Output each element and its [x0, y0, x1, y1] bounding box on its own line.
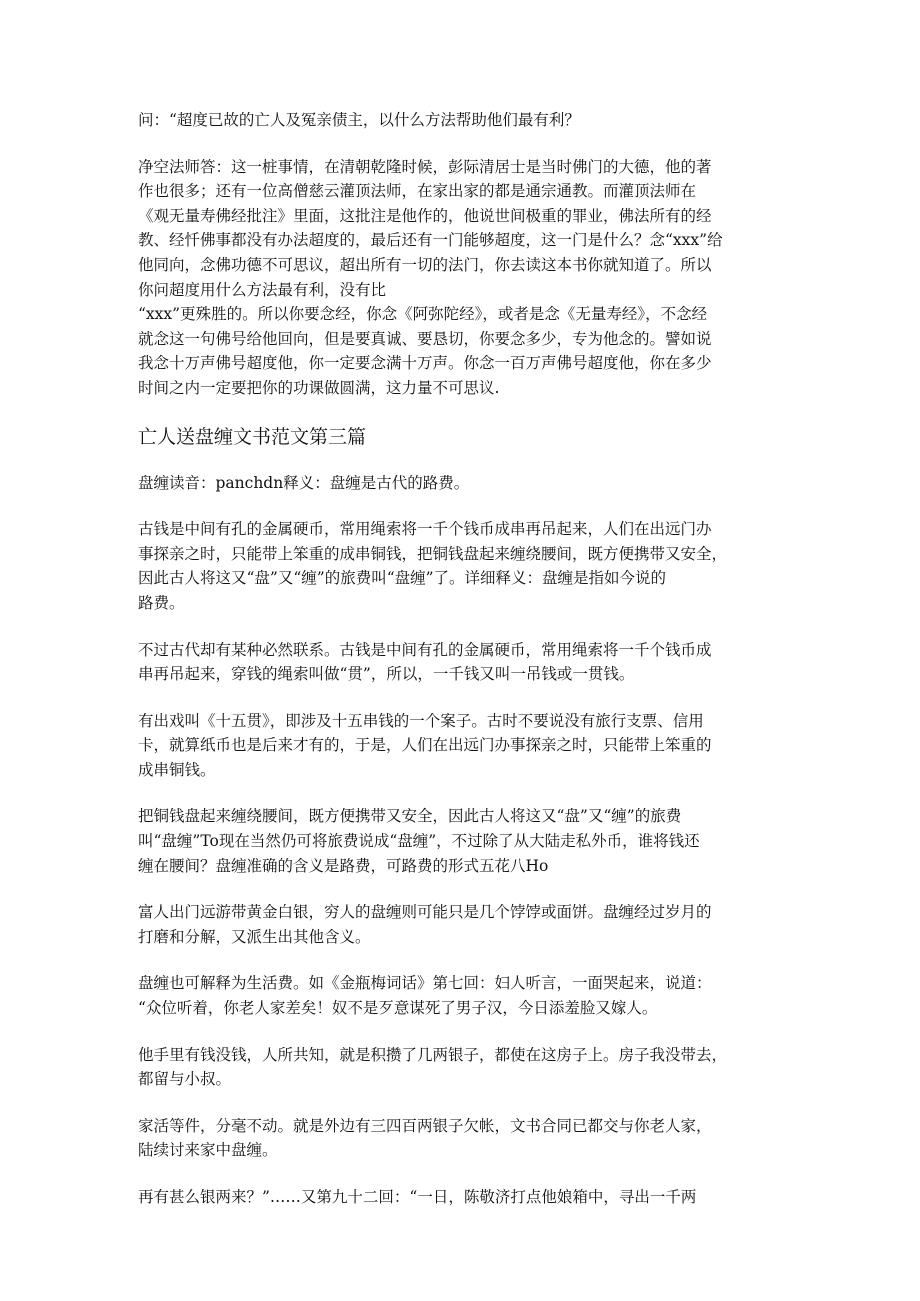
paragraph-line: 再有甚么银两来？”……又第九十二回：“一日，陈敬济打点他娘箱中，寻出一千两 [138, 1188, 697, 1206]
answer-line: 时间之内一定要把你的功课做圆满，这力量不可思议. [138, 378, 500, 397]
answer-line: 你问超度用什么方法最有利，没有比 [138, 280, 387, 299]
paragraph-line: “众位听着，你老人家差矣！奴不是歹意谋死了男子汉，今日添羞脸又嫁人。 [138, 999, 658, 1018]
paragraph-line: 家活等件，分毫不动。就是外边有三四百两银子欠帐，文书合同已都交与你老人家， [138, 1116, 712, 1135]
answer-line: “xxx”更殊胜的。所以你要念经，你念《阿弥陀经》，或者是念《无量寿经》，不念经 [138, 305, 708, 324]
body-paragraph [138, 900, 778, 949]
paragraph-line: 叫“盘缠”To现在当然仍可将旅费说成“盘缠”，不过除了从大陆走私外币，谁将钱还 [138, 832, 700, 851]
body-paragraph [138, 971, 778, 1020]
paragraph-line: 串再吊起来，穿钱的绳索叫做“贯”，所以，一千钱又叫一吊钱或一贯钱。 [138, 665, 635, 684]
body-paragraph [138, 709, 778, 783]
paragraph-line: 都留与小叔。 [138, 1070, 232, 1089]
paragraph-line: 盘缠读音：panchdn释义：盘缠是古代的路费。 [138, 473, 470, 492]
paragraph-line: 卡，就算纸币也是后来才有的，于是，人们在出远门办事探亲之时，只能带上笨重的 [138, 736, 712, 755]
body-paragraph [138, 1185, 778, 1210]
body-paragraph [138, 638, 778, 687]
answer-line: 教、经忏佛事都没有办法超度的，最后还有一门能够超度，这一门是什么？念“xxx”给 [138, 231, 723, 250]
body-paragraph [138, 517, 778, 615]
paragraph-line: 缠在腰间？盘缠准确的含义是路费，可路费的形式五花八Ho [138, 856, 549, 875]
question-paragraph [138, 108, 778, 133]
answer-line: 我念十万声佛号超度他，你一定要念满十万声。你念一百万声佛号超度他，你在多少 [138, 354, 712, 373]
paragraph-line: 富人出门远游带黄金白银，穷人的盘缠则可能只是几个饽饽或面饼。盘缠经过岁月的 [138, 903, 712, 922]
paragraph-line: 有出戏叫《十五贯》，即涉及十五串钱的一个案子。古时不要说没有旅行支票、信用 [138, 711, 704, 730]
paragraph-line: 因此古人将这又“盘”又“缠”的旅费叫“盘缠”了。详细释义：盘缠是指如今说的 [138, 569, 667, 588]
paragraph-line: 盘缠也可解释为生活费。如《金瓶梅词话》第七回：妇人听言，一面哭起来，说道： [138, 974, 712, 993]
answer-line: 《观无量寿佛经批注》里面，这批注是他作的，他说世间极重的罪业，佛法所有的经 [138, 206, 712, 225]
answer-line: 净空法师答：这一桩事情，在清朝乾隆时候，彭际清居士是当时佛门的大德，他的著 [138, 157, 712, 176]
answer-line: 作也很多；还有一位高僧慈云灌顶法师，在家出家的都是通宗通教。而灌顶法师在 [138, 182, 697, 201]
paragraph-line: 路费。 [138, 593, 185, 612]
paragraph-line: 陆续讨来家中盘缠。 [138, 1141, 278, 1160]
paragraph-line: 把铜钱盘起来缠绕腰间，既方便携带又安全，因此古人将这又“盘”又“缠”的旅费 [138, 807, 682, 826]
body-paragraph [138, 804, 778, 878]
paragraph-line: 古钱是中间有孔的金属硬币，常用绳索将一千个钱币成串再吊起来，人们在出远门办 [138, 520, 712, 539]
paragraph-line: 不过古代却有某种必然联系。古钱是中间有孔的金属硬币，常用绳索将一千个钱币成 [138, 640, 712, 659]
paragraph-line: 成串铜钱。 [138, 760, 216, 779]
answer-paragraph [138, 155, 778, 401]
body-paragraph [138, 1043, 778, 1092]
body-paragraph [138, 1114, 778, 1163]
paragraph-line: 他手里有钱没钱，人所共知，就是积攒了几两银子，都使在这房子上。房子我没带去， [138, 1045, 728, 1064]
paragraph-line: 打磨和分解，又派生出其他含义。 [138, 927, 371, 946]
body-paragraph [138, 471, 778, 496]
answer-line: 他同向，念佛功德不可思议，超出所有一切的法门，你去读这本书你就知道了。所以 [138, 255, 712, 274]
section-title: 亡人送盘缠文书范文第三篇 [138, 425, 367, 448]
paragraph-line: 事探亲之时，只能带上笨重的成串铜钱，把铜钱盘起来缠绕腰间，既方便携带又安全， [138, 544, 728, 563]
answer-line: 就念这一句佛号给他回向，但是要真诚、要恳切，你要念多少，专为他念的。譬如说 [138, 329, 712, 348]
document-page [138, 108, 778, 1232]
question-line: 问：“超度已故的亡人及冤亲债主，以什么方法帮助他们最有利？ [138, 111, 580, 129]
